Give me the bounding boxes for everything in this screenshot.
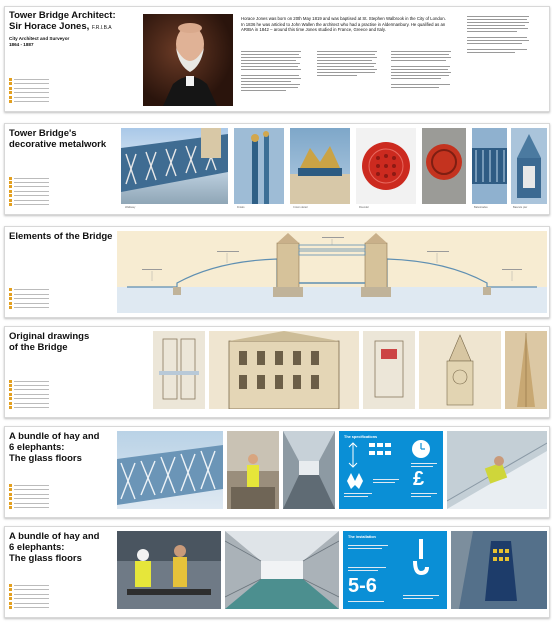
glass-floors-panel-2 bbox=[4, 526, 550, 618]
credits-list bbox=[9, 483, 49, 509]
architect-role: City Architect and Surveyor bbox=[9, 36, 70, 41]
pier-photo bbox=[511, 128, 547, 204]
intro-text: Horace Jones was born on 20th May 1819 and was baptised at St. Stephen Walbrook in the City of London. In 1836 he was articled to John Wallen the architect who had a practise in Aldermanbury. He qualified as an ARIBA in 1842 – around this time Jones studied in France, Greece and Italy. bbox=[241, 16, 446, 33]
lifting-crew-image bbox=[117, 531, 221, 609]
caption-roundel: Roundel bbox=[359, 206, 369, 209]
finials-photo bbox=[234, 128, 284, 204]
install-icons bbox=[343, 531, 447, 609]
architect-name bbox=[9, 22, 116, 34]
caption-walkway: Walkway bbox=[125, 206, 136, 209]
pound-icon: £ bbox=[413, 468, 425, 490]
eagle-icon bbox=[347, 473, 363, 489]
bridge-elevation-diagram bbox=[117, 231, 547, 313]
roundel-photo bbox=[356, 128, 416, 204]
title-line-2: 6 elephants: bbox=[9, 542, 65, 553]
walkway-image bbox=[121, 128, 228, 204]
drawing-4-image bbox=[419, 331, 501, 409]
specifications-infographic bbox=[339, 431, 443, 509]
balustrade-image bbox=[472, 128, 507, 204]
drawing-5 bbox=[505, 331, 547, 409]
panel-title bbox=[9, 531, 99, 564]
drawing-2-image bbox=[209, 331, 359, 409]
walkway-lattice-photo bbox=[117, 431, 223, 509]
glass-floors-panel-1 bbox=[4, 426, 550, 518]
title-line-2: 6 elephants: bbox=[9, 442, 65, 453]
architect-years: 1864 - 1887 bbox=[9, 42, 34, 47]
panel-title bbox=[9, 128, 106, 150]
installation-infographic bbox=[343, 531, 447, 609]
title-line-3: The glass floors bbox=[9, 453, 82, 464]
panel-title bbox=[9, 431, 99, 464]
title-line-1: A bundle of hay and bbox=[9, 431, 100, 442]
interior-walkway-image bbox=[225, 531, 339, 609]
honours-text: F.R.I.B.A bbox=[91, 24, 112, 31]
lifting-crew-photo bbox=[117, 531, 221, 609]
metalwork-panel bbox=[4, 123, 550, 215]
caption-finials: Finials bbox=[237, 206, 245, 209]
title-line: Tower Bridge Architect: bbox=[9, 10, 116, 21]
installer-photo bbox=[447, 431, 547, 509]
crown-image bbox=[290, 128, 350, 204]
title-line-2: decorative metalwork bbox=[9, 139, 107, 150]
corridor-image bbox=[283, 431, 335, 509]
river-aerial-image bbox=[451, 531, 547, 609]
credits-list bbox=[9, 175, 49, 206]
drawing-2 bbox=[209, 331, 359, 409]
credits-list bbox=[9, 77, 49, 103]
crane-hook-icon bbox=[413, 539, 429, 575]
interior-walkway-photo bbox=[225, 531, 339, 609]
drawings-panel bbox=[4, 326, 550, 418]
caption-pier: Bascule pier bbox=[513, 206, 528, 209]
credits-list bbox=[9, 378, 49, 409]
crown-photo bbox=[290, 128, 350, 204]
panel-title bbox=[9, 331, 89, 353]
credits-list bbox=[9, 287, 49, 309]
specs-icons bbox=[339, 431, 443, 509]
body-text-col4 bbox=[467, 16, 537, 76]
title-line-1: Tower Bridge's bbox=[9, 128, 77, 139]
balustrade-photo bbox=[472, 128, 507, 204]
installer-image bbox=[447, 431, 547, 509]
drawing-3-image bbox=[363, 331, 415, 409]
corridor-photo bbox=[283, 431, 335, 509]
name-text: Sir Horace Jones, bbox=[9, 20, 90, 32]
red-disc-photo bbox=[422, 128, 466, 204]
finials-image bbox=[234, 128, 284, 204]
caption-crown: Crown detail bbox=[293, 206, 308, 209]
elements-panel bbox=[4, 226, 550, 318]
drawing-3 bbox=[363, 331, 415, 409]
walkway-lattice-image bbox=[117, 431, 223, 509]
specs-heading: The specifications bbox=[344, 435, 378, 439]
credits-list bbox=[9, 583, 49, 609]
pier-image bbox=[511, 128, 547, 204]
drawing-4 bbox=[419, 331, 501, 409]
red-disc-image bbox=[422, 128, 466, 204]
title-line-1: A bundle of hay and bbox=[9, 531, 100, 542]
portrait-image bbox=[143, 14, 233, 106]
architect-panel bbox=[4, 6, 550, 112]
portrait-photo bbox=[143, 14, 233, 106]
river-aerial-photo bbox=[451, 531, 547, 609]
big-number: 5-6 bbox=[348, 575, 377, 597]
drawing-1 bbox=[153, 331, 205, 409]
panel-title bbox=[9, 11, 116, 33]
title-line-2: of the Bridge bbox=[9, 342, 68, 353]
caption-balustrades: Balustrades bbox=[474, 206, 488, 209]
panel-title: Elements of the Bridge bbox=[9, 231, 113, 242]
drawing-1-image bbox=[153, 331, 205, 409]
workers-image bbox=[227, 431, 279, 509]
drawing-5-image bbox=[505, 331, 547, 409]
roundel-image bbox=[356, 128, 416, 204]
install-heading: The installation bbox=[348, 535, 376, 539]
walkway-photo bbox=[121, 128, 228, 204]
title-line-1: Original drawings bbox=[9, 331, 90, 342]
workers-photo bbox=[227, 431, 279, 509]
title-line-3: The glass floors bbox=[9, 553, 82, 564]
